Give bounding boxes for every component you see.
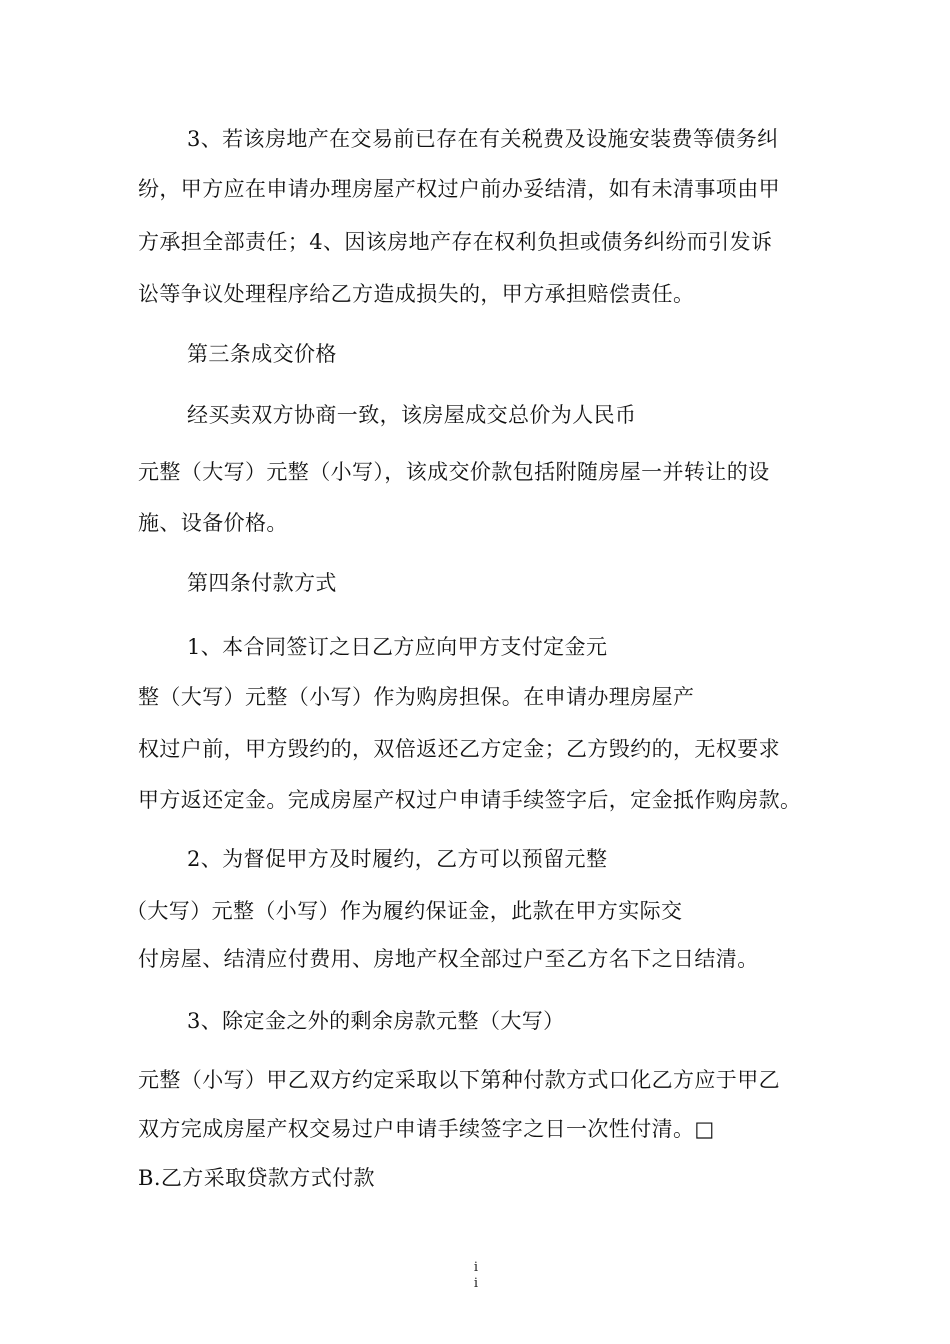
paragraph-line: 3、若该房地产在交易前已存在有关税费及设施安装费等债务纠 [187, 127, 779, 151]
paragraph-line: 纷，甲方应在申请办理房屋产权过户前办妥结清，如有未清事项由甲 [138, 177, 780, 201]
paragraph-line: 1、本合同签订之日乙方应向甲方支付定金元 [187, 635, 608, 659]
paragraph-line: 方承担全部责任；4、因该房地产存在权利负担或债务纠纷而引发诉 [138, 230, 773, 254]
page-footer-mark: i [473, 1276, 479, 1291]
paragraph-line: 2、为督促甲方及时履约，乙方可以预留元整 [187, 847, 608, 871]
paragraph-line: 3、除定金之外的剩余房款元整（大写） [187, 1009, 565, 1033]
paragraph-line: 施、设备价格。 [138, 511, 288, 535]
paragraph-line: 元整（小写）甲乙双方约定采取以下第种付款方式口化乙方应于甲乙 [138, 1068, 780, 1092]
paragraph-line: 付房屋、结清应付费用、房地产权全部过户至乙方名下之日结清。 [138, 947, 759, 971]
paragraph-line: 讼等争议处理程序给乙方造成损失的，甲方承担赔偿责任。 [138, 282, 695, 306]
section-heading: 第三条成交价格 [187, 342, 337, 366]
paragraph-line: B.乙方采取贷款方式付款 [138, 1166, 375, 1190]
paragraph-line: 经买卖双方协商一致，该房屋成交总价为人民币 [187, 403, 637, 427]
paragraph-line: 甲方返还定金。完成房屋产权过户申请手续签字后，定金抵作购房款。 [138, 788, 802, 812]
paragraph-line: 元整（大写）元整（小写），该成交价款包括附随房屋一并转让的设 [138, 460, 770, 484]
paragraph-line: 双方完成房屋产权交易过户申请手续签字之日一次性付清。□ [138, 1117, 715, 1141]
paragraph-line: 整（大写）元整（小写）作为购房担保。在申请办理房屋产 [138, 685, 695, 709]
page-footer-mark: i [473, 1260, 479, 1275]
paragraph-line: （大写）元整（小写）作为履约保证金，此款在甲方实际交 [126, 899, 683, 923]
section-heading: 第四条付款方式 [187, 571, 337, 595]
paragraph-line: 权过户前，甲方毁约的，双倍返还乙方定金；乙方毁约的，无权要求 [138, 737, 780, 761]
